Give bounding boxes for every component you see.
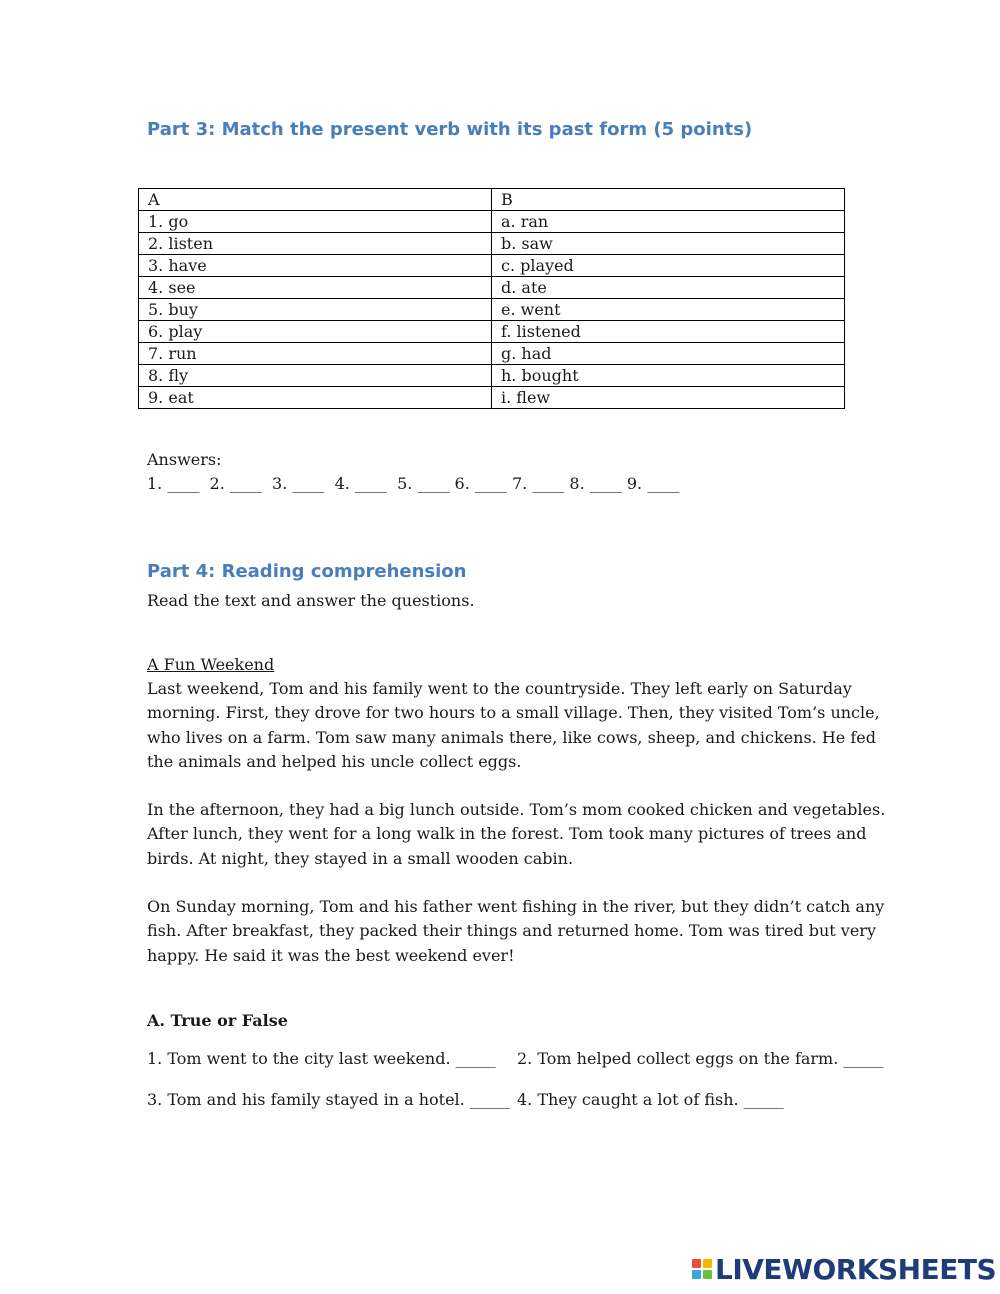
table-row <box>139 255 845 277</box>
present-verb-cell: 1. go <box>139 211 492 233</box>
story-line: After lunch, they went for a long walk in the forest. Tom took many pictures of trees and <box>147 824 867 844</box>
present-verb-cell: 6. play <box>139 321 492 343</box>
liveworksheets-logo <box>692 1254 996 1284</box>
logo-text: LIVEWORKSHEETS <box>715 1252 997 1286</box>
answers-label: Answers: <box>147 450 222 469</box>
past-verb-cell: a. ran <box>492 211 845 233</box>
true-false-question-1[interactable]: 1. Tom went to the city last weekend. _____ <box>147 1049 496 1068</box>
table-row <box>139 277 845 299</box>
story-title: A Fun Weekend <box>147 655 275 674</box>
table-row <box>139 321 845 343</box>
table-row <box>139 387 845 409</box>
part3-heading: Part 3: Match the present verb with its past form (5 points) <box>147 119 753 140</box>
table-row <box>139 211 845 233</box>
true-false-title: A. True or False <box>147 1011 288 1030</box>
table-row <box>139 299 845 321</box>
story-paragraph-2 <box>147 798 886 871</box>
logo-squares-icon <box>692 1259 712 1279</box>
story-line: birds. At night, they stayed in a small wooden cabin. <box>147 848 574 868</box>
present-verb-cell: 3. have <box>139 255 492 277</box>
true-false-question-3[interactable]: 3. Tom and his family stayed in a hotel. _____ <box>147 1090 510 1109</box>
table-row <box>139 233 845 255</box>
column-b-header: B <box>492 189 845 211</box>
present-verb-cell: 5. buy <box>139 299 492 321</box>
present-verb-cell: 2. listen <box>139 233 492 255</box>
story-paragraph-3 <box>147 895 885 968</box>
table-header-row <box>139 189 845 211</box>
past-verb-cell: b. saw <box>492 233 845 255</box>
present-verb-cell: 4. see <box>139 277 492 299</box>
story-line: morning. First, they drove for two hours to a small village. Then, they visited Tom’s uncle, <box>147 703 880 723</box>
past-verb-cell: i. flew <box>492 387 845 409</box>
story-line: In the afternoon, they had a big lunch outside. Tom’s mom cooked chicken and vegetables. <box>147 800 886 819</box>
answers-blanks[interactable]: 1. ____ 2. ____ 3. ____ 4. ____ 5. ____ 6. ____ 7. ____ 8. ____ 9. ____ <box>147 474 680 493</box>
true-false-question-2[interactable]: 2. Tom helped collect eggs on the farm. _____ <box>517 1049 884 1068</box>
table-row <box>139 343 845 365</box>
story-paragraph-1 <box>147 677 880 774</box>
table-row <box>139 365 845 387</box>
part4-heading: Part 4: Reading comprehension <box>147 561 467 582</box>
column-a-header: A <box>139 189 492 211</box>
present-verb-cell: 9. eat <box>139 387 492 409</box>
story-line: the animals and helped his uncle collect eggs. <box>147 751 522 771</box>
story-line: On Sunday morning, Tom and his father went fishing in the river, but they didn’t catch any <box>147 897 885 916</box>
story-line: fish. After breakfast, they packed their things and returned home. Tom was tired but very <box>147 921 876 941</box>
past-verb-cell: f. listened <box>492 321 845 343</box>
present-verb-cell: 7. run <box>139 343 492 365</box>
present-verb-cell: 8. fly <box>139 365 492 387</box>
true-false-question-4[interactable]: 4. They caught a lot of fish. _____ <box>517 1090 784 1109</box>
past-verb-cell: g. had <box>492 343 845 365</box>
story-line: who lives on a farm. Tom saw many animals there, like cows, sheep, and chickens. He fed <box>147 727 876 747</box>
matching-table <box>138 188 845 409</box>
past-verb-cell: d. ate <box>492 277 845 299</box>
past-verb-cell: e. went <box>492 299 845 321</box>
story-line: Last weekend, Tom and his family went to the countryside. They left early on Saturday <box>147 679 852 698</box>
story-line: happy. He said it was the best weekend ever! <box>147 945 515 965</box>
past-verb-cell: c. played <box>492 255 845 277</box>
reading-instruction: Read the text and answer the questions. <box>147 591 475 610</box>
past-verb-cell: h. bought <box>492 365 845 387</box>
